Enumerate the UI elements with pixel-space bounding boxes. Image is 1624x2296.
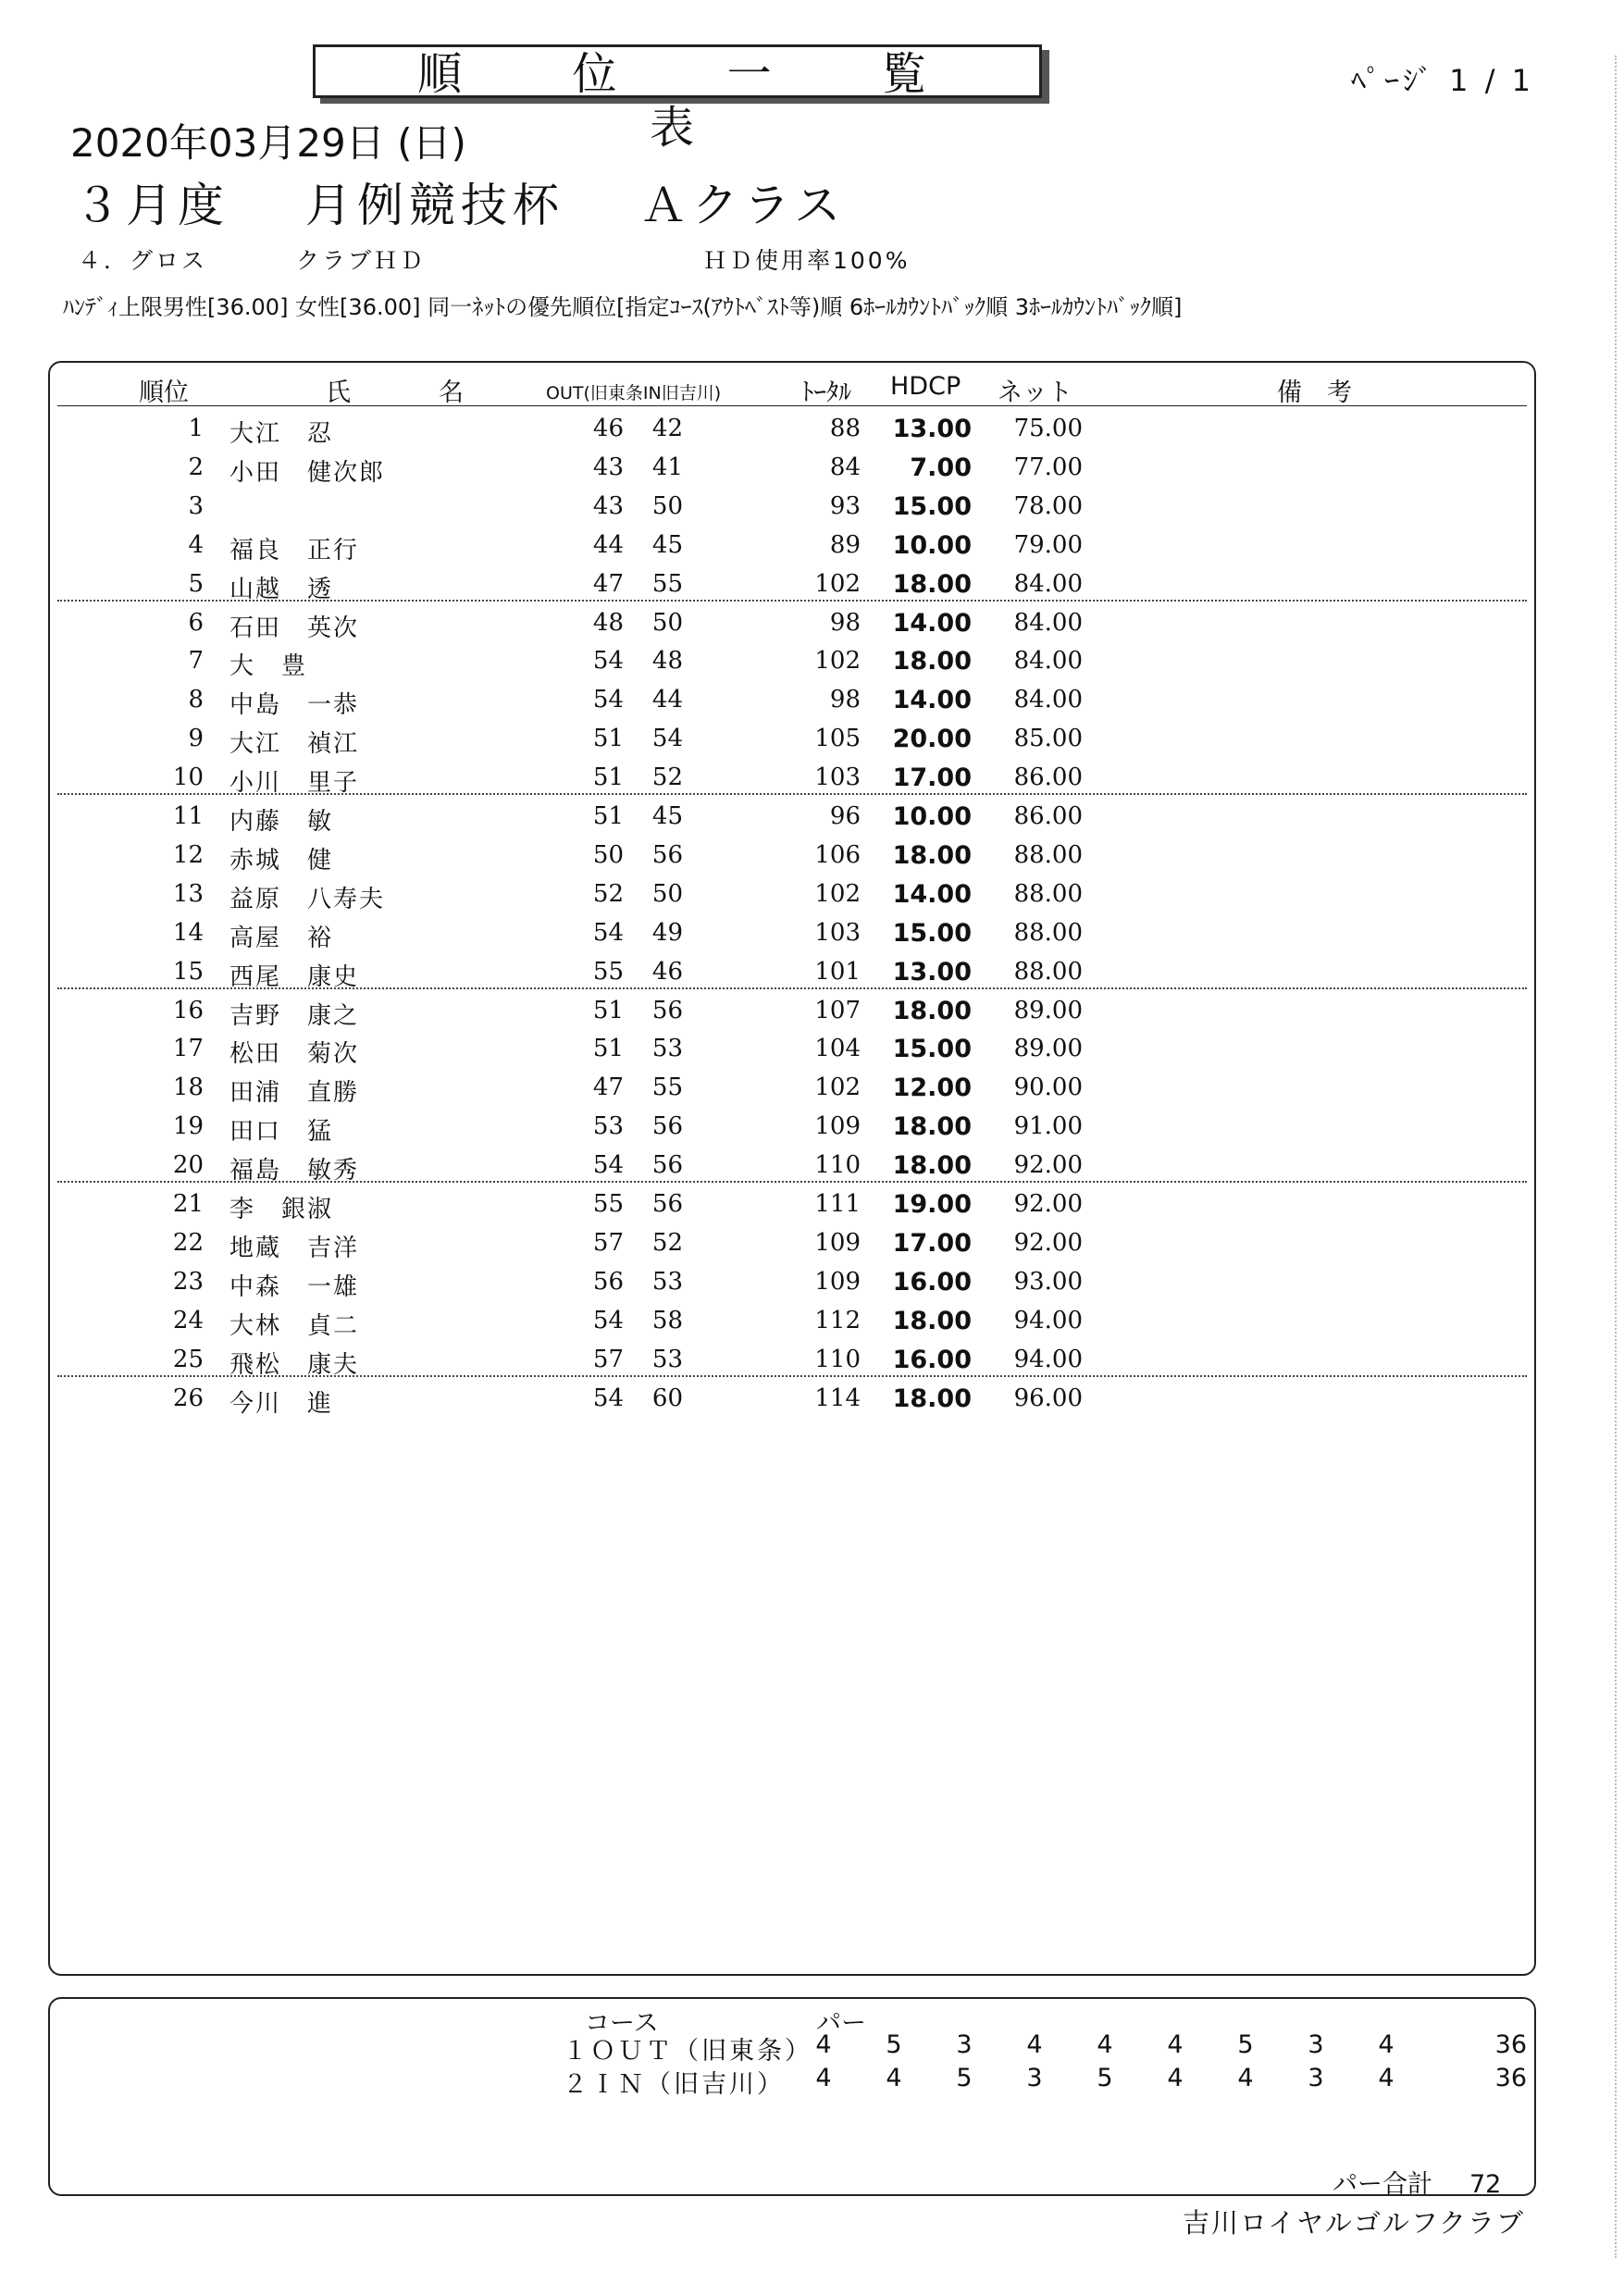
out-score: 48 — [592, 608, 624, 637]
total-score: 102 — [814, 647, 861, 676]
out-score: 51 — [592, 996, 624, 1024]
hole-par: 4 — [1378, 2030, 1395, 2059]
net-score: 84.00 — [1013, 569, 1083, 598]
net-score: 89.00 — [1013, 996, 1083, 1024]
rank-cell: 24 — [172, 1306, 204, 1334]
rank-cell: 25 — [172, 1345, 204, 1373]
table-row — [0, 1029, 1624, 1068]
name-cell: 内藤 敏 — [229, 808, 334, 836]
course-name: ２ＩＮ（旧吉川） — [563, 2070, 785, 2099]
total-score: 109 — [814, 1228, 861, 1257]
name-cell: 地蔵 吉洋 — [229, 1234, 360, 1262]
total-score: 84 — [829, 453, 861, 481]
net-score: 88.00 — [1013, 918, 1083, 947]
in-score: 42 — [651, 415, 683, 442]
hole-par: 4 — [1237, 2064, 1254, 2092]
total-score: 98 — [829, 686, 861, 714]
hdcp-value: 18.00 — [892, 1151, 972, 1181]
out-score: 47 — [592, 1074, 624, 1102]
name-cell: 石田 英次 — [229, 614, 360, 642]
net-score: 90.00 — [1013, 1074, 1083, 1102]
in-score: 60 — [651, 1384, 683, 1412]
hole-par: 4 — [1167, 2030, 1184, 2059]
out-score: 54 — [592, 918, 624, 947]
in-score: 53 — [651, 1345, 683, 1373]
col-name-family: 氏 — [326, 379, 351, 407]
table-row — [0, 565, 1624, 603]
table-row — [0, 758, 1624, 797]
out-score: 44 — [592, 530, 624, 559]
hdcp-value: 19.00 — [892, 1190, 972, 1219]
handicap-rate: ＨＤ使用率100% — [703, 247, 911, 274]
in-score: 45 — [651, 802, 683, 830]
table-row — [0, 836, 1624, 875]
table-row — [0, 1107, 1624, 1146]
page-number: ﾍﾟｰｼﾞ 1 / 1 — [1351, 63, 1535, 98]
name-cell: 田浦 直勝 — [229, 1079, 360, 1108]
event-class: Ａクラス — [639, 179, 847, 232]
net-score: 79.00 — [1013, 530, 1083, 559]
course-label: コース — [585, 2009, 659, 2038]
total-score: 112 — [814, 1306, 861, 1334]
rank-cell: 26 — [172, 1384, 204, 1412]
net-score: 84.00 — [1013, 686, 1083, 714]
table-row — [0, 797, 1624, 836]
total-score: 96 — [829, 802, 861, 830]
name-cell: 中島 一恭 — [229, 691, 360, 720]
out-score: 53 — [592, 1112, 624, 1141]
table-row — [0, 680, 1624, 719]
total-score: 104 — [814, 1035, 861, 1063]
hole-par: 5 — [886, 2030, 902, 2059]
out-score: 43 — [592, 491, 624, 520]
hdcp-value: 10.00 — [892, 530, 972, 560]
name-cell: 中森 一雄 — [229, 1272, 360, 1301]
hdcp-value: 14.00 — [892, 686, 972, 715]
in-score: 55 — [651, 1074, 683, 1102]
table-row — [0, 526, 1624, 565]
out-score: 51 — [592, 802, 624, 830]
net-score: 92.00 — [1013, 1151, 1083, 1180]
rank-cell: 10 — [172, 763, 204, 792]
net-score: 84.00 — [1013, 608, 1083, 637]
out-score: 52 — [592, 879, 624, 908]
hdcp-value: 15.00 — [892, 918, 972, 948]
total-score: 88 — [829, 415, 861, 442]
name-cell: 飛松 康夫 — [229, 1350, 360, 1379]
in-score: 44 — [651, 686, 683, 714]
col-name-given: 名 — [439, 379, 464, 407]
hole-par: 4 — [1097, 2030, 1113, 2059]
header-divider — [57, 405, 1527, 406]
rank-cell: 5 — [188, 569, 204, 598]
net-score: 84.00 — [1013, 647, 1083, 676]
hole-par: 4 — [815, 2030, 832, 2059]
out-score: 54 — [592, 1151, 624, 1180]
in-score: 45 — [651, 530, 683, 559]
club-name: 吉川ロイヤルゴルフクラブ — [1183, 2207, 1525, 2239]
total-score: 105 — [814, 725, 861, 753]
rank-cell: 4 — [188, 530, 204, 559]
hdcp-value: 12.00 — [892, 1074, 972, 1103]
hdcp-value: 7.00 — [910, 453, 972, 482]
course-row — [0, 2030, 1624, 2066]
hdcp-value: 18.00 — [892, 840, 972, 870]
in-score: 49 — [651, 918, 683, 947]
name-cell: 益原 八寿夫 — [229, 885, 386, 913]
table-row — [0, 448, 1624, 487]
net-score: 88.00 — [1013, 957, 1083, 986]
col-hdcp: HDCP — [890, 372, 961, 401]
out-score: 51 — [592, 725, 624, 753]
rank-cell: 8 — [188, 686, 204, 714]
total-score: 111 — [814, 1190, 861, 1218]
name-cell: 小田 健次郎 — [229, 458, 386, 487]
name-cell: 大林 貞二 — [229, 1311, 360, 1340]
name-cell: 田口 猛 — [229, 1118, 334, 1147]
total-score: 102 — [814, 569, 861, 598]
hdcp-value: 18.00 — [892, 1112, 972, 1142]
group-divider — [57, 600, 1527, 602]
out-score: 50 — [592, 840, 624, 869]
rank-cell: 12 — [172, 840, 204, 869]
col-notes: 備 考 — [1277, 379, 1352, 407]
col-rank: 順位 — [139, 379, 189, 407]
total-score: 109 — [814, 1267, 861, 1296]
in-score: 41 — [651, 453, 683, 481]
event-month: ３月度 — [74, 179, 229, 232]
out-score: 51 — [592, 763, 624, 792]
rank-cell: 20 — [172, 1151, 204, 1180]
total-score: 101 — [814, 957, 861, 986]
par-total-label: パー合計 — [1333, 2170, 1432, 2199]
out-score: 57 — [592, 1228, 624, 1257]
in-score: 58 — [651, 1306, 683, 1334]
hole-par: 3 — [1026, 2064, 1043, 2092]
total-score: 114 — [814, 1384, 861, 1412]
name-cell: 李 銀淑 — [229, 1196, 334, 1223]
table-row — [0, 409, 1624, 448]
net-score: 91.00 — [1013, 1112, 1083, 1141]
rank-cell: 7 — [188, 647, 204, 676]
out-score: 55 — [592, 957, 624, 986]
hdcp-value: 18.00 — [892, 996, 972, 1025]
out-score: 54 — [592, 1384, 624, 1412]
name-cell: 吉野 康之 — [229, 1001, 360, 1030]
total-score: 103 — [814, 763, 861, 792]
hdcp-value: 10.00 — [892, 802, 972, 831]
hole-par: 5 — [956, 2064, 973, 2092]
out-score: 51 — [592, 1035, 624, 1063]
out-score: 54 — [592, 647, 624, 676]
rank-cell: 18 — [172, 1074, 204, 1102]
name-cell: 山越 透 — [229, 575, 334, 603]
rank-cell: 9 — [188, 725, 204, 753]
in-score: 50 — [651, 879, 683, 908]
col-total: ﾄｰﾀﾙ — [801, 379, 851, 407]
net-score: 94.00 — [1013, 1345, 1083, 1373]
course-name: １ＯＵＴ（旧東条） — [563, 2037, 812, 2066]
in-score: 50 — [651, 608, 683, 637]
out-score: 56 — [592, 1267, 624, 1296]
col-out-in: OUT(旧東条IN旧吉川) — [546, 383, 722, 403]
net-score: 78.00 — [1013, 491, 1083, 520]
competition-date: 2020年03月29日 (日) — [70, 120, 466, 166]
in-score: 56 — [651, 1190, 683, 1218]
total-score: 109 — [814, 1112, 861, 1141]
net-score: 96.00 — [1013, 1384, 1083, 1412]
rank-cell: 11 — [172, 802, 204, 830]
hdcp-value: 18.00 — [892, 569, 972, 599]
total-score: 106 — [814, 840, 861, 869]
group-divider — [57, 987, 1527, 989]
out-score: 54 — [592, 686, 624, 714]
in-score: 53 — [651, 1035, 683, 1063]
name-cell: 大江 禎江 — [229, 730, 360, 759]
par-total-value: 72 — [1469, 2170, 1502, 2199]
rank-cell: 16 — [172, 996, 204, 1024]
rank-cell: 3 — [188, 491, 204, 520]
table-row — [0, 875, 1624, 913]
hdcp-value: 17.00 — [892, 1228, 972, 1258]
net-score: 75.00 — [1013, 415, 1083, 442]
out-score: 57 — [592, 1345, 624, 1373]
in-score: 46 — [651, 957, 683, 986]
net-score: 88.00 — [1013, 840, 1083, 869]
rank-cell: 6 — [188, 608, 204, 637]
hole-par: 4 — [1026, 2030, 1043, 2059]
hdcp-value: 20.00 — [892, 725, 972, 754]
rank-cell: 14 — [172, 918, 204, 947]
rank-cell: 15 — [172, 957, 204, 986]
rank-cell: 2 — [188, 453, 204, 481]
out-score: 55 — [592, 1190, 624, 1218]
table-row — [0, 719, 1624, 758]
hole-par: 3 — [956, 2030, 973, 2059]
par-total — [1333, 2164, 1501, 2200]
hdcp-value: 18.00 — [892, 647, 972, 676]
name-cell: 小川 里子 — [229, 769, 360, 798]
course-par-total: 36 — [1494, 2064, 1527, 2092]
in-score: 54 — [651, 725, 683, 753]
net-score: 86.00 — [1013, 763, 1083, 792]
total-score: 103 — [814, 918, 861, 947]
hdcp-value: 14.00 — [892, 608, 972, 638]
hole-par: 3 — [1308, 2064, 1324, 2092]
net-score: 89.00 — [1013, 1035, 1083, 1063]
page-title: 順 位 一 覧 表 — [313, 44, 1042, 98]
hole-par: 5 — [1097, 2064, 1113, 2092]
table-row — [0, 1340, 1624, 1379]
tie-break-rules: ﾊﾝﾃﾞｨ上限男性[36.00] 女性[36.00] 同一ﾈｯﾄの優先順位[指定ｺｰｽ(ｱｳﾄﾍﾞｽﾄ等)順 6ﾎｰﾙｶｳﾝﾄﾊﾞｯｸ順 3ﾎｰﾙｶｳﾝﾄﾊﾞｯｸ順] — [63, 294, 1183, 320]
out-score: 43 — [592, 453, 624, 481]
course-row — [0, 2064, 1624, 2099]
name-cell: 今川 進 — [229, 1389, 334, 1418]
total-score: 102 — [814, 1074, 861, 1102]
table-row — [0, 913, 1624, 952]
in-score: 56 — [651, 996, 683, 1024]
table-row — [0, 641, 1624, 680]
hdcp-value: 13.00 — [892, 957, 972, 987]
hdcp-value: 18.00 — [892, 1306, 972, 1335]
in-score: 55 — [651, 569, 683, 598]
net-score: 77.00 — [1013, 453, 1083, 481]
table-row — [0, 991, 1624, 1030]
table-row — [0, 1262, 1624, 1301]
rank-cell: 1 — [188, 415, 204, 442]
hdcp-value: 14.00 — [892, 879, 972, 909]
group-divider — [57, 793, 1527, 795]
in-score: 52 — [651, 1228, 683, 1257]
course-par-total: 36 — [1494, 2030, 1527, 2059]
handicap-type: クラブＨＤ — [296, 247, 427, 274]
out-score: 47 — [592, 569, 624, 598]
hole-par: 4 — [815, 2064, 832, 2092]
table-row — [0, 952, 1624, 991]
table-row — [0, 1379, 1624, 1418]
scoring-method: ４．グロス — [78, 247, 208, 274]
hdcp-value: 16.00 — [892, 1267, 972, 1297]
hdcp-value: 16.00 — [892, 1345, 972, 1374]
net-score: 92.00 — [1013, 1228, 1083, 1257]
table-row — [0, 1301, 1624, 1340]
hole-par: 4 — [886, 2064, 902, 2092]
rank-cell: 13 — [172, 879, 204, 908]
hdcp-value: 17.00 — [892, 763, 972, 793]
rank-cell: 19 — [172, 1112, 204, 1141]
name-cell: 赤城 健 — [229, 846, 334, 875]
out-score: 54 — [592, 1306, 624, 1334]
total-score: 110 — [814, 1345, 861, 1373]
in-score: 56 — [651, 1112, 683, 1141]
scan-edge — [1615, 56, 1617, 2258]
hole-par: 4 — [1167, 2064, 1184, 2092]
total-score: 93 — [829, 491, 861, 520]
table-row — [0, 1146, 1624, 1185]
in-score: 48 — [651, 647, 683, 676]
net-score: 92.00 — [1013, 1190, 1083, 1218]
total-score: 107 — [814, 996, 861, 1024]
out-score: 46 — [592, 415, 624, 442]
hole-par: 3 — [1308, 2030, 1324, 2059]
event-name: 月例競技杯 — [304, 179, 564, 232]
hole-par: 5 — [1237, 2030, 1254, 2059]
in-score: 56 — [651, 840, 683, 869]
hdcp-value: 15.00 — [892, 491, 972, 521]
table-row — [0, 487, 1624, 526]
name-cell: 福良 正行 — [229, 536, 360, 565]
hdcp-value: 15.00 — [892, 1035, 972, 1064]
group-divider — [57, 1375, 1527, 1377]
net-score: 88.00 — [1013, 879, 1083, 908]
total-score: 98 — [829, 608, 861, 637]
net-score: 93.00 — [1013, 1267, 1083, 1296]
col-net: ネット — [998, 379, 1072, 407]
name-cell: 大 豊 — [229, 652, 308, 681]
par-label: パー — [816, 2009, 866, 2038]
rank-cell: 22 — [172, 1228, 204, 1257]
name-cell: 西尾 康史 — [229, 962, 360, 991]
table-row — [0, 1223, 1624, 1262]
hole-par: 4 — [1378, 2064, 1395, 2092]
in-score: 56 — [651, 1151, 683, 1180]
hdcp-value: 18.00 — [892, 1384, 972, 1413]
name-cell: 大江 忍 — [229, 420, 334, 448]
competition-name — [74, 168, 901, 235]
hdcp-value: 13.00 — [892, 415, 972, 443]
net-score: 86.00 — [1013, 802, 1083, 830]
table-row — [0, 603, 1624, 642]
rank-cell: 21 — [172, 1190, 204, 1218]
name-cell: 高屋 裕 — [229, 924, 334, 952]
table-row — [0, 1068, 1624, 1107]
total-score: 110 — [814, 1151, 861, 1180]
total-score: 89 — [829, 530, 861, 559]
in-score: 53 — [651, 1267, 683, 1296]
name-cell: 松田 菊次 — [229, 1040, 360, 1069]
table-row — [0, 1185, 1624, 1223]
in-score: 52 — [651, 763, 683, 792]
rank-cell: 23 — [172, 1267, 204, 1296]
name-cell: 福島 敏秀 — [229, 1157, 360, 1185]
group-divider — [57, 1181, 1527, 1183]
in-score: 50 — [651, 491, 683, 520]
net-score: 94.00 — [1013, 1306, 1083, 1334]
net-score: 85.00 — [1013, 725, 1083, 753]
rank-cell: 17 — [172, 1035, 204, 1063]
total-score: 102 — [814, 879, 861, 908]
